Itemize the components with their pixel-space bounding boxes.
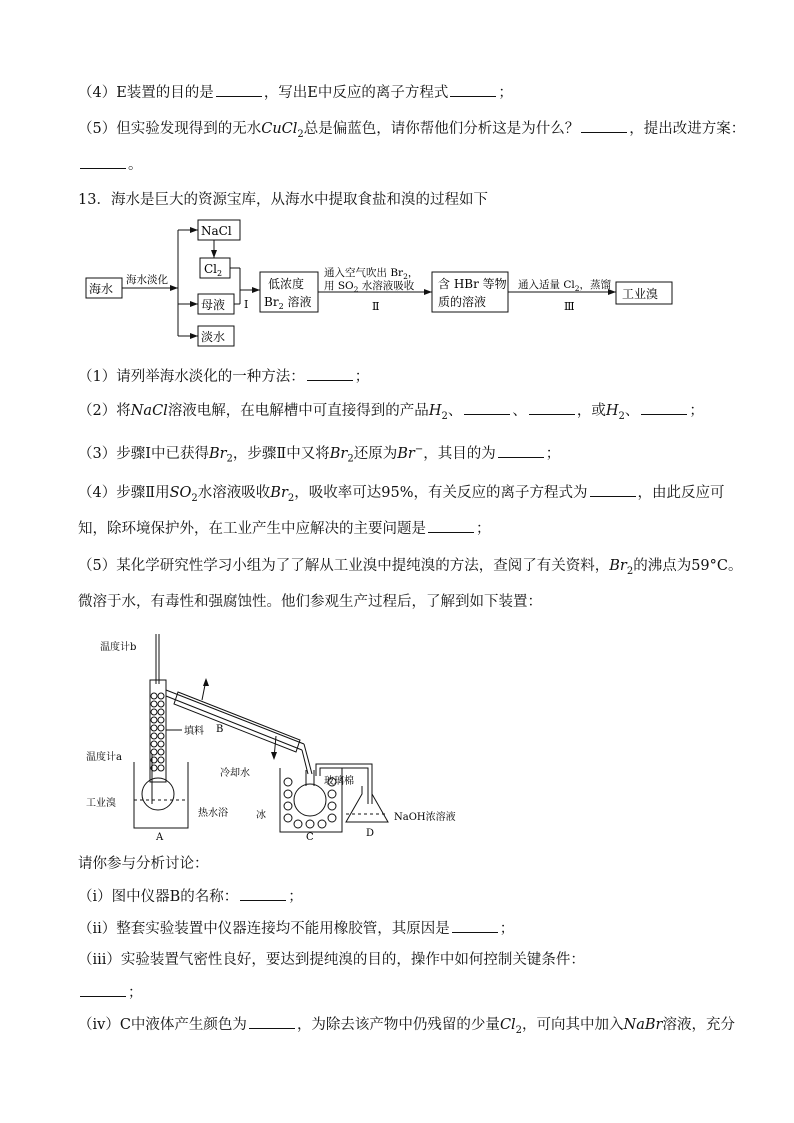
q13-part1: （1）请列举海水淡化的一种方法： ； <box>78 366 369 387</box>
arrowhead <box>170 285 178 291</box>
answer-blank[interactable] <box>464 400 510 415</box>
hbr-label-1: 含 HBr 等物 <box>438 277 507 291</box>
answer-blank[interactable] <box>450 82 496 97</box>
q13-sub-iii: （iii）实验装置气密性良好，要达到提纯溴的目的，操作中如何控制关键条件： <box>78 952 585 968</box>
answer-blank[interactable] <box>529 400 575 415</box>
desalination-label: 海水淡化 <box>126 274 168 286</box>
step-3-label: Ⅲ <box>564 300 575 313</box>
answer-blank[interactable] <box>428 518 474 533</box>
industrial-bromine-label: 工业溴 <box>86 798 116 809</box>
q13-part5: （5）某化学研究性学习小组为了了解从工业溴中提纯溴的方法，查阅了有关资料，$Br_2$的沸点为59°C。 <box>78 558 743 577</box>
hot-water-bath-label: 热水浴 <box>198 808 228 819</box>
arrowhead <box>190 227 198 233</box>
thermometer-a-label: 温度计a <box>86 752 122 763</box>
answer-blank[interactable] <box>581 118 627 133</box>
q13-sub-i: （i）图中仪器B的名称： ； <box>78 886 303 907</box>
packing-beads <box>151 693 164 771</box>
packing-label: 填料 <box>184 726 204 737</box>
apparatus-a-label: A <box>156 832 164 840</box>
arrowhead <box>211 250 217 258</box>
arrowhead <box>271 752 277 760</box>
arrowhead <box>190 333 198 339</box>
step-1-label: Ⅰ <box>244 298 249 311</box>
answer-blank[interactable] <box>249 1014 295 1029</box>
arrowhead <box>424 289 432 295</box>
q13-sub-iii-cont: ； <box>78 982 143 1003</box>
glass-wool-label: 玻璃棉 <box>324 776 354 787</box>
arrow3-label: 通入适量 $Cl_2$，蒸馏 <box>518 279 612 293</box>
q13-part4: （4）步骤Ⅱ用$SO_2$水溶液吸收$Br_2$，吸收率可达95%，有关反应的离子方程式为 ，由此反应可 <box>78 482 725 509</box>
answer-blank[interactable] <box>498 443 544 458</box>
naoh-solution-label: NaOH浓溶液 <box>394 812 456 823</box>
q13-sub-ii: （ii）整套实验装置中仪器连接均不能用橡胶管，其原因是 ； <box>78 918 514 939</box>
fresh-water-label: 淡水 <box>201 330 226 344</box>
cooling-water-label: 冷却水 <box>220 768 250 779</box>
low-bromine-label-1: 低浓度 <box>268 277 305 291</box>
arrow2-label-1: 通入空气吹出 $Br_2$， <box>324 267 419 281</box>
low-bromine-label-2: $Br_2$ 溶液 <box>264 295 312 311</box>
nacl-label: NaCl <box>201 224 232 238</box>
apparatus-d-label: D <box>366 828 375 839</box>
answer-blank[interactable] <box>80 154 126 169</box>
bromine-flow-diagram <box>80 216 680 348</box>
seawater-label: 海水 <box>89 282 114 296</box>
q13-part3: （3）步骤Ⅰ中已获得$Br_2$，步骤Ⅱ中又将$Br_2$还原为Br−，其目的为 ； <box>78 444 561 465</box>
distillation-apparatus-diagram <box>80 634 460 840</box>
q12-part5-cont: 。 <box>78 154 143 175</box>
answer-blank[interactable] <box>641 400 687 415</box>
q13-part4-cont: 知，除环境保护外，在工业产生中应解决的主要问题是 ； <box>78 518 491 539</box>
q13-part5-cont: 微溶于水，有毒性和强腐蚀性。他们参观生产过程后，了解到如下装置： <box>78 594 542 610</box>
answer-blank[interactable] <box>590 482 636 497</box>
q13-part2: （2）将NaCl溶液电解，在电解槽中可直接得到的产品$H_2$、 、 ，或$H_2$、 ； <box>78 400 704 427</box>
q12-part5: （5）但实验发现得到的无水CuCl$_2$总是偏蓝色，请你帮他们分析这是为什么？ ，提出改进方案： <box>78 118 745 145</box>
condenser-b-label: B <box>216 724 224 735</box>
hbr-label-2: 质的溶液 <box>438 295 487 309</box>
ice-label: 冰 <box>256 810 266 821</box>
arrowhead <box>252 287 260 293</box>
mother-liquor-label: 母液 <box>201 298 226 312</box>
cl2-label: $Cl_2$ <box>204 262 223 278</box>
step-2-label: Ⅱ <box>372 300 380 313</box>
industrial-bromine-label: 工业溴 <box>622 287 659 301</box>
arrowhead <box>203 678 209 686</box>
thermometer-b-label: 温度计b <box>100 642 137 653</box>
answer-blank[interactable] <box>216 82 262 97</box>
apparatus-c-label: C <box>306 832 314 840</box>
answer-blank[interactable] <box>307 366 353 381</box>
answer-blank[interactable] <box>452 918 498 933</box>
answer-blank[interactable] <box>80 982 126 997</box>
arrow2-label-2: 用 $SO_2$ 水溶液吸收 <box>324 280 415 294</box>
q13-sub-iv: （iv）C中液体产生颜色为 ，为除去该产物中仍残留的少量$Cl_2$，可向其中加入NaBr溶液，充分 <box>78 1014 735 1041</box>
q13-title: 13．海水是巨大的资源宝库，从海水中提取食盐和溴的过程如下 <box>78 192 488 208</box>
answer-blank[interactable] <box>240 886 286 901</box>
q12-part4: （4）E装置的目的是 ，写出E中反应的离子方程式 ； <box>78 82 513 103</box>
arrowhead <box>190 301 198 307</box>
discussion-intro: 请你参与分析讨论： <box>78 856 209 872</box>
